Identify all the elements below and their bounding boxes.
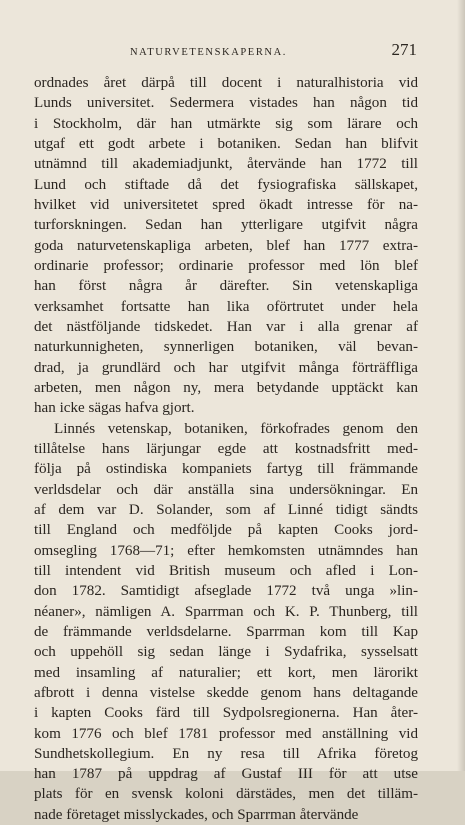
page-number: 271	[391, 40, 417, 59]
page-header	[0, 40, 465, 66]
text-line: verldsdelar och där anställa sina undersökningar. En	[34, 481, 418, 498]
text-line: till England och medföljde på kapten Cooks jord-	[34, 522, 418, 539]
text-line: nade företaget misslyckades, och Sparrman återvände	[34, 806, 359, 823]
text-line: turforskningen. Sedan han ytterligare utgifvit några	[34, 217, 418, 234]
text-line: Sundhetskollegium. En ny resa till Afrika företog	[34, 745, 418, 762]
text-line: till intendent vid British museum och afled i Lon-	[34, 562, 418, 579]
text-line: Lunds universitet. Sedermera vistades han någon tid	[34, 95, 418, 112]
text-line: don 1782. Samtidigt afseglade 1772 två unga »lin-	[34, 583, 418, 600]
text-line: Lund och stiftade då det fysiografiska sällskapet,	[34, 176, 418, 193]
text-line: goda naturvetenskapliga arbeten, blef han 1777 extra-	[34, 237, 418, 254]
text-line: af dem var D. Solander, som af Linné tidigt sändts	[34, 501, 418, 518]
text-line: i kapten Cooks färd till Sydpolsregionerna. Han åter-	[34, 705, 418, 722]
text-line: ordnades året därpå till docent i naturalhistoria vid	[34, 75, 418, 91]
text-line: naturkunnigheten, synnerligen botaniken, väl bevan-	[34, 339, 418, 356]
text-line: afbrott i denna vistelse skedde genom hans deltagande	[34, 684, 418, 701]
text-line: néaner», nämligen A. Sparrman och K. P. Thunberg, till	[34, 603, 418, 620]
text-line: han 1787 på uppdrag af Gustaf III för att utse	[34, 766, 418, 783]
page-edge-shadow	[457, 0, 465, 771]
text-line: utnämnd till akademiadjunkt, återvände han 1772 till	[34, 156, 418, 173]
text-line: arbeten, men någon ny, mera betydande upptäckt kan	[34, 379, 418, 396]
text-line: verksamhet fortsatte han lika oförtrutet under hela	[34, 298, 418, 315]
text-line: tillåtelse hans lärjungar egde att kostnadsfritt med-	[34, 440, 418, 457]
text-line: i Stockholm, där han utmärkte sig som lärare och	[34, 115, 418, 132]
text-line: han icke sägas hafva gjort.	[34, 400, 195, 417]
text-line: och uppehöll sig sedan länge i Sydafrika, sysselsatt	[34, 644, 418, 661]
text-line: följa på ostindiska kompaniets fartyg till främmande	[34, 461, 418, 478]
text-line: ordinarie professor; ordinarie professor med lön blef	[34, 257, 418, 274]
text-line: han först några år därefter. Sin vetenskapliga	[34, 278, 418, 295]
text-line: Linnés vetenskap, botaniken, förkofrades genom den	[54, 420, 418, 437]
body-text	[34, 73, 418, 825]
text-line: plats för en svensk koloni därstädes, men det tilläm-	[34, 786, 418, 803]
text-line: drad, ja grundlärd och har utgifvit många förträffliga	[34, 359, 418, 376]
text-line: det nästföljande tidskedet. Han var i alla grenar af	[34, 318, 418, 335]
text-line: med insamling af naturalier; ett kort, men lärorikt	[34, 664, 418, 681]
text-line: kom 1776 och blef 1781 professor med anställning vid	[34, 725, 418, 742]
text-line: de främmande verldsdelarne. Sparrman kom till Kap	[34, 623, 418, 640]
text-line: omsegling 1768—71; efter hemkomsten utnämndes han	[34, 542, 418, 559]
text-line: utgaf ett godt arbete i botaniken. Sedan han blifvit	[34, 135, 418, 152]
paragraph-2	[34, 419, 418, 825]
paragraph-1	[34, 73, 418, 419]
running-head: NATURVETENSKAPERNA.	[130, 47, 288, 58]
text-line: hvilket vid universitetet spred ökadt intresse för na-	[34, 196, 418, 213]
